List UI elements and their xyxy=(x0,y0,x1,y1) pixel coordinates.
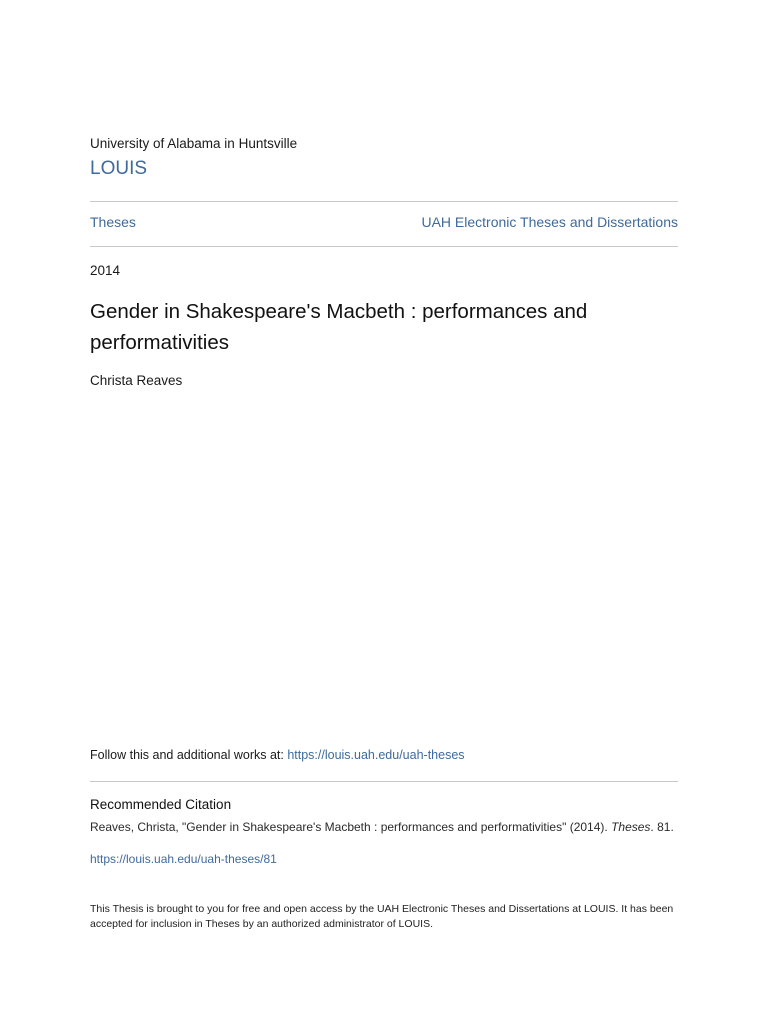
breadcrumb-theses-link[interactable]: Theses xyxy=(90,214,136,230)
citation-series: Theses xyxy=(611,820,651,834)
citation-text xyxy=(90,819,678,836)
institution-name: University of Alabama in Huntsville xyxy=(90,136,298,151)
document-title: Gender in Shakespeare's Macbeth : performances and performativities xyxy=(90,300,588,354)
divider xyxy=(90,201,678,202)
recommended-citation-heading: Recommended Citation xyxy=(90,797,232,812)
citation-text-after: . 81. xyxy=(650,820,674,834)
follow-line xyxy=(90,748,465,762)
follow-prefix: Follow this and additional works at: xyxy=(90,748,288,762)
follow-url-link[interactable]: https://louis.uah.edu/uah-theses xyxy=(287,748,465,762)
citation-text-before: Reaves, Christa, "Gender in Shakespeare's Macbeth : performances and performativities" (2014). xyxy=(90,820,612,834)
repository-link[interactable]: LOUIS xyxy=(90,158,148,179)
breadcrumb-collection-link[interactable]: UAH Electronic Theses and Dissertations xyxy=(421,214,678,230)
access-note: This Thesis is brought to you for free and open access by the UAH Electronic Theses and Dissertations at LOUIS. It has been accepted for inclusion in Theses by an authorized administrator of LOUIS. xyxy=(90,903,674,930)
publication-year: 2014 xyxy=(90,263,121,278)
citation-url-link[interactable]: https://louis.uah.edu/uah-theses/81 xyxy=(90,852,277,866)
divider xyxy=(90,781,678,782)
divider xyxy=(90,246,678,247)
document-author: Christa Reaves xyxy=(90,373,183,388)
